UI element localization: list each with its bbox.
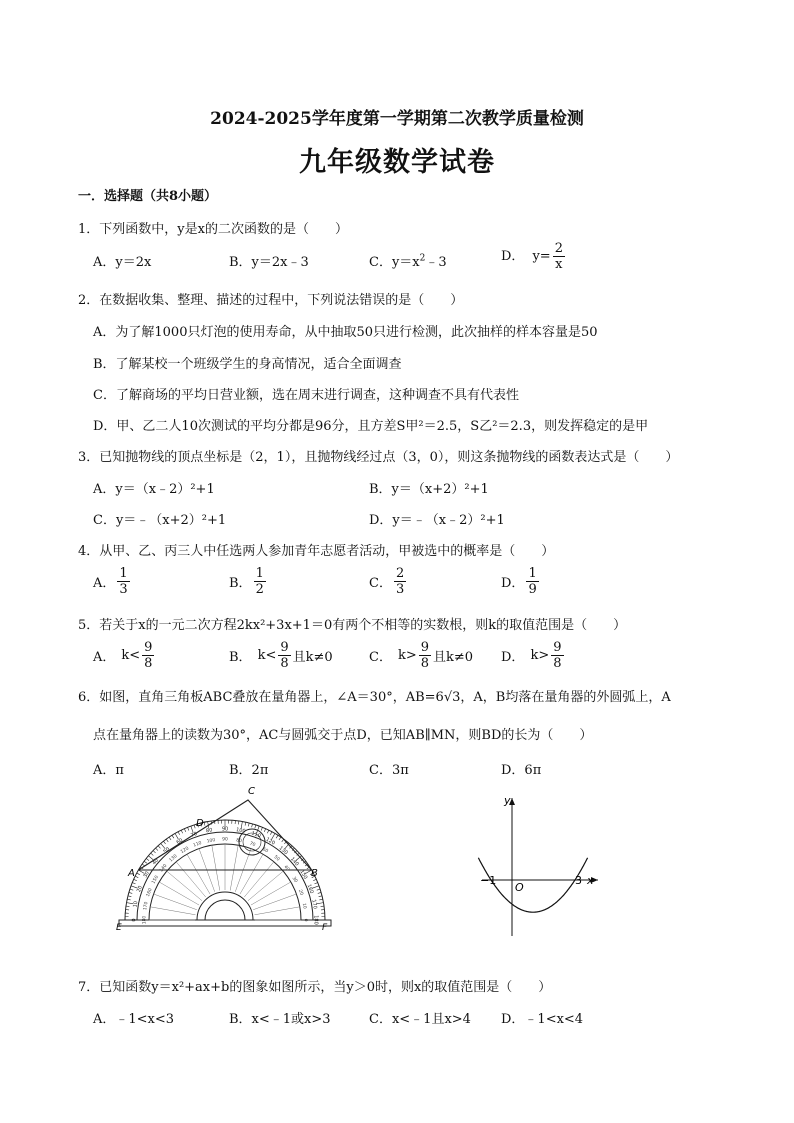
q3-option-b: B．y＝（x+2）²+1 — [369, 482, 489, 497]
q4-option-d: D． $\frac{1}{9}$ — [501, 566, 537, 597]
scale-outer-number: 40 — [151, 857, 161, 867]
scale-outer-number: 80 — [205, 827, 213, 835]
q6-option-d: D．6π — [501, 763, 542, 778]
scale-outer-number: 180 — [312, 915, 319, 925]
q1-option-b: B．y＝2x﹣3 — [229, 255, 309, 270]
q2-option-b: B．了解某校一个班级学生的身高情况，适合全面调查 — [93, 357, 402, 372]
label-c: C — [248, 786, 255, 797]
q3-option-d: D．y＝﹣（x﹣2）²+1 — [369, 513, 505, 528]
root-right-label: 3 — [575, 874, 582, 887]
scale-inner-number: 0 — [302, 918, 308, 922]
label-f: F — [322, 923, 328, 933]
scale-inner-number: 180 — [142, 915, 148, 925]
q3-option-c: C．y＝﹣（x+2）²+1 — [93, 513, 227, 528]
q5-option-d: D． k> $\frac{9}{8}$ — [501, 640, 562, 671]
scale-inner-number: 130 — [168, 854, 179, 864]
scale-inner-number: 50 — [272, 854, 281, 863]
scale-inner-number: 160 — [146, 887, 154, 898]
q2-option-d: D．甲、乙二人10次测试的平均分都是96分，且方差S甲²＝2.5，S乙²＝2.3，则发挥稳定的是甲 — [93, 419, 649, 434]
scale-outer-number: 20 — [136, 885, 144, 894]
scale-inner-number: 150 — [151, 875, 161, 885]
section-title: 一．选择题（共8小题） — [78, 189, 218, 204]
scale-inner-number: 90 — [222, 837, 228, 843]
scale-outer-number: 90 — [221, 826, 229, 833]
x-axis-label: x — [587, 874, 594, 887]
scale-outer-number: 140 — [288, 856, 300, 868]
scale-inner-number: 170 — [143, 901, 150, 911]
scale-outer-number: 10 — [132, 900, 140, 908]
scale-outer-number: 150 — [298, 869, 309, 881]
q5-option-c: C． k> $\frac{9}{8}$ 且k≠0 — [369, 640, 474, 671]
scale-inner-number: 120 — [180, 846, 190, 856]
q3-option-a: A．y＝（x﹣2）²+1 — [93, 482, 215, 497]
q6-option-c: C．3π — [369, 763, 409, 778]
q5-option-a: A． k< $\frac{9}{8}$ — [93, 640, 153, 671]
scale-outer-number: 170 — [310, 899, 318, 910]
label-e: E — [116, 923, 122, 933]
question-3-stem: 3．已知抛物线的顶点坐标是（2，1），且抛物线经过点（3，0），则这条抛物线的函数表达式是（ ） — [78, 450, 679, 465]
scale-outer-number: 50 — [162, 846, 172, 856]
scale-inner-number: 100 — [206, 838, 216, 845]
q1-option-c: C．$y=x^2﹣3$ — [369, 253, 447, 270]
scale-outer-number: 120 — [264, 836, 276, 847]
q7-option-a: A．﹣1<x<3 — [93, 1012, 175, 1027]
scale-outer-number: 160 — [305, 883, 315, 895]
scale-outer-number: 0 — [131, 918, 138, 922]
q2-option-c: C．了解商场的平均日营业额，选在周末进行调查，这种调查不具有代表性 — [93, 388, 519, 403]
origin-label: O — [515, 881, 524, 894]
scale-inner-number: 140 — [159, 863, 169, 874]
scale-inner-number: 60 — [261, 847, 269, 855]
scale-inner-number: 40 — [282, 864, 291, 873]
scale-inner-number: 20 — [296, 889, 304, 897]
q5-option-b: B． k< $\frac{9}{8}$ 且k≠0 — [229, 640, 333, 671]
q7-option-b: B．x<﹣1或x>3 — [229, 1012, 331, 1027]
y-axis-label: y — [504, 794, 511, 807]
scale-outer-number: 100 — [235, 827, 246, 835]
scale-inner-number: 70 — [248, 841, 256, 849]
scale-inner-number: 30 — [290, 876, 298, 884]
scale-outer-number: 130 — [277, 845, 289, 857]
scale-outer-number: 30 — [142, 870, 151, 880]
q6-option-b: B．2π — [229, 763, 269, 778]
scale-outer-number: 110 — [250, 830, 262, 840]
scale-inner-number: 110 — [192, 841, 203, 849]
protractor-figure — [110, 780, 340, 940]
q2-option-a: A．为了解1000只灯泡的使用寿命，从中抽取50只进行检测，此次抽样的样本容量是50 — [93, 325, 598, 340]
question-6-line-2: 点在量角器上的读数为30°，AC与圆弧交于点D，已知AB∥MN，则BD的长为（ ） — [93, 728, 593, 743]
label-d: D — [196, 818, 204, 829]
q7-option-d: D．﹣1<x<4 — [501, 1012, 584, 1027]
q1-option-d: D． y= $\frac{2}{x}$ — [501, 241, 563, 272]
scale-inner-number: 10 — [300, 902, 307, 910]
exam-title: 2024-2025学年度第一学期第二次教学质量检测 — [210, 109, 584, 129]
scale-outer-number: 70 — [190, 831, 199, 839]
question-6-line-1: 6．如图，直角三角板ABC叠放在量角器上，∠A＝30°，AB=6√3，A，B均落在量角器的外圆弧上，A — [78, 690, 671, 705]
q6-option-a: A．π — [93, 763, 124, 778]
parabola-figure — [476, 790, 606, 940]
root-left-label: −1 — [480, 874, 497, 887]
exam-subtitle: 九年级数学试卷 — [299, 147, 495, 178]
q4-option-a: A． $\frac{1}{3}$ — [93, 566, 128, 597]
q1-option-a: A．y＝2x — [93, 255, 152, 270]
q4-option-c: C． $\frac{2}{3}$ — [369, 566, 405, 597]
question-4-stem: 4．从甲、乙、丙三人中任选两人参加青年志愿者活动，甲被选中的概率是（ ） — [78, 544, 555, 559]
question-7-stem: 7．已知函数y＝x²+ax+b的图象如图所示，当y＞0时，则x的取值范围是（ ） — [78, 980, 552, 995]
question-5-stem: 5．若关于x的一元二次方程2kx²+3x+1＝0有两个不相等的实数根，则k的取值范围是（ ） — [78, 618, 627, 633]
question-2-stem: 2．在数据收集、整理、描述的过程中，下列说法错误的是（ ） — [78, 293, 464, 308]
scale-inner-number: 80 — [235, 838, 243, 845]
q7-option-c: C．x<﹣1且x>4 — [369, 1012, 471, 1027]
scale-outer-number: 60 — [175, 837, 185, 846]
q4-option-b: B． $\frac{1}{2}$ — [229, 566, 264, 597]
question-1-stem: 1．下列函数中，y是x的二次函数的是（ ） — [78, 222, 348, 237]
label-b: B — [311, 868, 318, 879]
label-a: A — [128, 868, 135, 879]
